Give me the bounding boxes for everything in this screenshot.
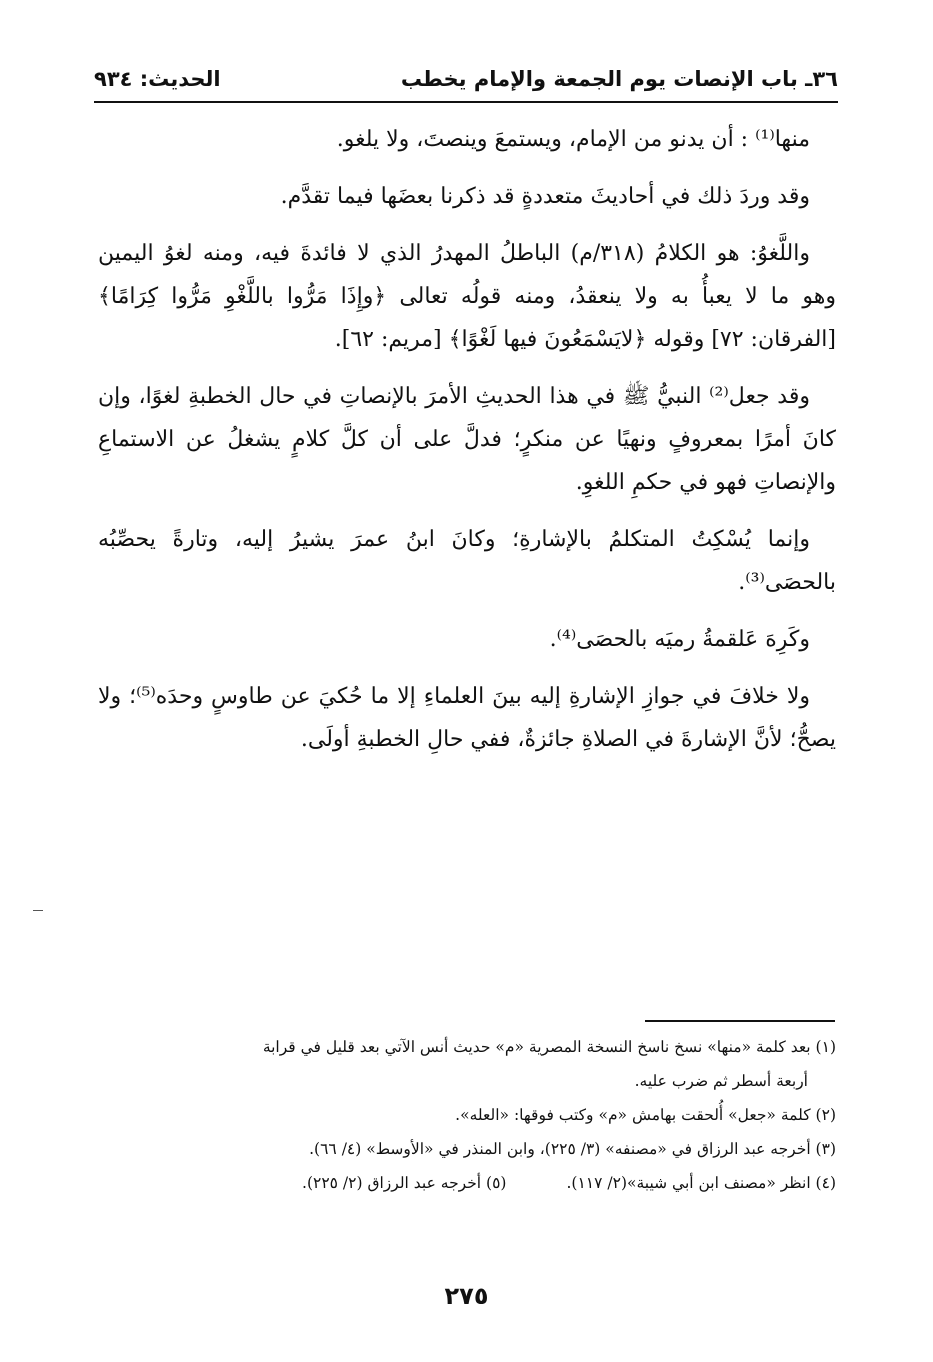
main-text: [98, 118, 836, 775]
paragraph: واللَّغوُ: هو الكلامُ (٣١٨/م) الباطلُ المهدرُ الذي لا فائدةَ فيه، ومنه لغوُ اليمين وهو ما لا يعبأُ به ولا ينعقدُ، ومنه قولُه تعالى ﴿وإِذَا مَرُّوا باللَّغْوِ مَرُّوا كِرَامًا﴾ [الفرقان: ٧٢] وقوله ﴿لايَسْمَعُونَ فيها لَغْوًا﴾ [مريم: ٦٢].: [98, 241, 836, 352]
footnote-5: (٥) أخرجه عبد الرزاق (٢/ ٢٢٥).: [302, 1174, 507, 1192]
footnote-4: (٤) انظر «مصنف ابن أبي شيبة»(٢/ ١١٧).: [566, 1174, 836, 1192]
chapter-title: ٣٦ـ باب الإنصات يوم الجمعة والإمام يخطب: [400, 67, 838, 91]
running-header: [94, 62, 838, 98]
paragraph: وإنما يُسْكِتُ المتكلمُ بالإشارةِ؛ وكانَ ابنُ عمرَ يشيرُ إليه، وتارةً يحصِّبُه بالحصَى⁽³⁾.: [98, 527, 836, 595]
margin-mark: [33, 910, 43, 911]
footnote-row: [98, 1166, 836, 1200]
hadith-reference: الحديث: ٩٣٤: [94, 67, 221, 91]
footnote-2: (٢) كلمة «جعل» أُلحقت بهامش «م» وكتب فوقها: «العله».: [455, 1106, 836, 1124]
footnote-3: (٣) أخرجه عبد الرزاق في «مصنفه» (٣/ ٢٢٥)، وابن المنذر في «الأوسط» (٤/ ٦٦).: [309, 1140, 836, 1158]
header-divider: [94, 101, 838, 103]
paragraph: منها⁽¹⁾ : أن يدنو من الإمام، ويستمعَ وينصتَ، ولا يلغو.: [336, 127, 810, 152]
paragraph: ولا خلافَ في جوازِ الإشارةِ إليه بينَ العلماءِ إلا ما حُكيَ عن طاوسٍ وحدَه⁽⁵⁾؛ ولا يصحُّ؛ لأنَّ الإشارةَ في الصلاةِ جائزةٌ، ففي حالِ الخطبةِ أولَى.: [98, 684, 836, 752]
footnote-1: (١) بعد كلمة «منها» نسخ ناسخ النسخة المصرية «م» حديث أنس الآتي بعد قليل في قرابة: [262, 1038, 836, 1056]
paragraph: وقد وردَ ذلك في أحاديثَ متعددةٍ قد ذكرنا بعضَها فيما تقدَّم.: [280, 184, 810, 209]
paragraph: وكَرِهَ عَلقمةُ رميَه بالحصَى⁽⁴⁾.: [549, 627, 810, 652]
footnote-divider: [645, 1020, 835, 1022]
paragraph: وقد جعل⁽²⁾ النبيُّ ﷺ في هذا الحديثِ الأمرَ بالإنصاتِ في حال الخطبةِ لغوًا، وإن كانَ أمرًا بمعروفٍ ونهيًا عن منكرٍ؛ فدلَّ على أن كلَّ كلامٍ يشغلُ عن الاستماعِ والإنصاتِ فهو في حكمِ اللغوِ.: [98, 384, 836, 495]
page-number: ٢٧٥: [444, 1282, 489, 1310]
footnotes: [98, 1030, 836, 1200]
footnote-1-continuation: أربعة أسطر ثم ضرب عليه.: [634, 1072, 808, 1090]
